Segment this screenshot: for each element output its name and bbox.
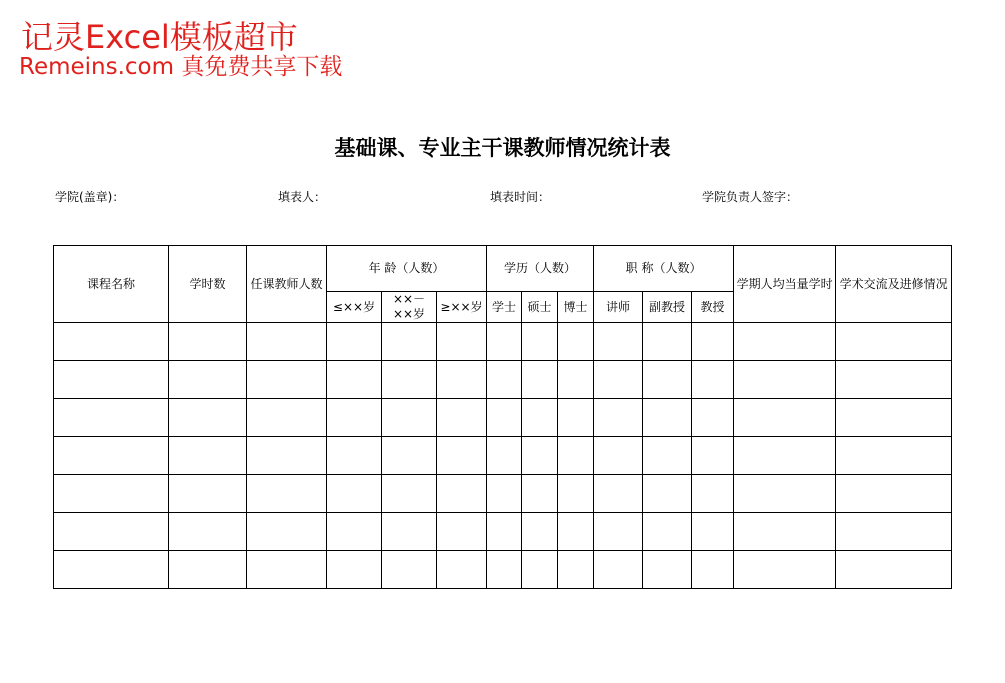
table-body: [54, 246, 952, 589]
table-row: [54, 437, 952, 475]
table-cell: [54, 437, 169, 475]
table-cell: [734, 513, 836, 551]
table-row: [54, 399, 952, 437]
subheader-lecturer: 讲师: [594, 292, 643, 323]
table-cell: [643, 323, 692, 361]
table-cell: [487, 551, 522, 589]
table-cell: [692, 399, 734, 437]
subheader-age-le: ≤××岁: [327, 292, 382, 323]
table-cell: [836, 323, 952, 361]
table-cell: [437, 551, 487, 589]
table-cell: [594, 437, 643, 475]
table-cell: [382, 437, 437, 475]
table-cell: [522, 475, 558, 513]
table-cell: [382, 399, 437, 437]
table-cell: [327, 399, 382, 437]
table-cell: [247, 475, 327, 513]
table-cell: [247, 513, 327, 551]
table-cell: [247, 437, 327, 475]
filler-label: 填表人：: [278, 190, 327, 204]
table-row: [54, 551, 952, 589]
table-cell: [594, 475, 643, 513]
table-cell: [836, 513, 952, 551]
table-cell: [522, 551, 558, 589]
table-cell: [558, 437, 594, 475]
table-row: [54, 475, 952, 513]
table-cell: [327, 361, 382, 399]
header-age-group: 年 龄（人数）: [327, 246, 487, 292]
table-cell: [734, 551, 836, 589]
header-academic-exchange: 学术交流及进修情况: [836, 246, 952, 323]
table-cell: [836, 551, 952, 589]
table-cell: [169, 437, 247, 475]
table-row: [54, 323, 952, 361]
table-cell: [594, 399, 643, 437]
table-cell: [54, 475, 169, 513]
table-cell: [522, 399, 558, 437]
teacher-stats-table: [53, 245, 952, 589]
table-cell: [643, 513, 692, 551]
table-cell: [558, 323, 594, 361]
table-cell: [692, 437, 734, 475]
table-cell: [54, 513, 169, 551]
table-cell: [54, 551, 169, 589]
subheader-professor: 教授: [692, 292, 734, 323]
table-cell: [169, 475, 247, 513]
table-cell: [487, 437, 522, 475]
table-cell: [836, 399, 952, 437]
table-cell: [487, 513, 522, 551]
table-cell: [247, 551, 327, 589]
table-cell: [327, 475, 382, 513]
table-cell: [558, 475, 594, 513]
table-cell: [382, 551, 437, 589]
table-cell: [522, 513, 558, 551]
table-cell: [692, 475, 734, 513]
subheader-doctor: 博士: [558, 292, 594, 323]
form-title: 基础课、专业主干课教师情况统计表: [334, 135, 671, 160]
table-cell: [836, 361, 952, 399]
header-course-name: 课程名称: [54, 246, 169, 323]
college-seal-label: 学院(盖章)：: [55, 190, 125, 204]
table-cell: [692, 361, 734, 399]
table-cell: [54, 323, 169, 361]
table-cell: [327, 323, 382, 361]
watermark-brand-title: 记灵Excel模板超市: [21, 18, 298, 56]
table-cell: [247, 361, 327, 399]
table-cell: [734, 475, 836, 513]
table-cell: [54, 399, 169, 437]
header-education-group: 学历（人数）: [487, 246, 594, 292]
table-cell: [54, 361, 169, 399]
header-row-main: [54, 246, 952, 292]
table-cell: [643, 437, 692, 475]
table-cell: [437, 513, 487, 551]
table-cell: [169, 551, 247, 589]
table-cell: [487, 361, 522, 399]
table-cell: [487, 323, 522, 361]
subheader-bachelor: 学士: [487, 292, 522, 323]
table-cell: [692, 551, 734, 589]
table-cell: [734, 437, 836, 475]
table-cell: [522, 361, 558, 399]
table-cell: [382, 513, 437, 551]
table-cell: [382, 361, 437, 399]
table-cell: [692, 513, 734, 551]
table-cell: [836, 475, 952, 513]
dean-signature-label: 学院负责人签字：: [702, 190, 799, 204]
table-cell: [643, 551, 692, 589]
table-cell: [836, 437, 952, 475]
header-title-group: 职 称（人数）: [594, 246, 734, 292]
header-teacher-count: 任课教师人数: [247, 246, 327, 323]
table-row: [54, 513, 952, 551]
subheader-associate-professor: 副教授: [643, 292, 692, 323]
table-cell: [734, 323, 836, 361]
table-cell: [487, 475, 522, 513]
table-cell: [382, 323, 437, 361]
table-cell: [643, 475, 692, 513]
table-cell: [169, 513, 247, 551]
table-cell: [643, 399, 692, 437]
header-class-hours: 学时数: [169, 246, 247, 323]
table-cell: [594, 513, 643, 551]
table-cell: [247, 399, 327, 437]
table-cell: [522, 323, 558, 361]
table-cell: [734, 399, 836, 437]
table-cell: [437, 399, 487, 437]
table-cell: [437, 437, 487, 475]
table-cell: [169, 399, 247, 437]
table-cell: [594, 361, 643, 399]
table-cell: [692, 323, 734, 361]
subheader-age-ge: ≥××岁: [437, 292, 487, 323]
table-cell: [327, 513, 382, 551]
table-cell: [169, 361, 247, 399]
table-cell: [437, 361, 487, 399]
table-cell: [558, 513, 594, 551]
table-cell: [327, 551, 382, 589]
table-cell: [643, 361, 692, 399]
table-cell: [734, 361, 836, 399]
watermark-site-url: Remeins.com 真免费共享下载: [19, 54, 343, 80]
header-avg-hours: 学期人均当量学时: [734, 246, 836, 323]
table-cell: [169, 323, 247, 361]
table-cell: [437, 475, 487, 513]
table-cell: [522, 437, 558, 475]
fill-time-label: 填表时间：: [490, 190, 551, 204]
subheader-age-mid: ××－××岁: [382, 292, 437, 323]
table-cell: [327, 437, 382, 475]
table-cell: [594, 551, 643, 589]
table-cell: [558, 551, 594, 589]
table-cell: [437, 323, 487, 361]
table-row: [54, 361, 952, 399]
table-cell: [558, 399, 594, 437]
table-cell: [487, 399, 522, 437]
table-cell: [382, 475, 437, 513]
table-cell: [594, 323, 643, 361]
subheader-master: 硕士: [522, 292, 558, 323]
table-cell: [558, 361, 594, 399]
table-cell: [247, 323, 327, 361]
